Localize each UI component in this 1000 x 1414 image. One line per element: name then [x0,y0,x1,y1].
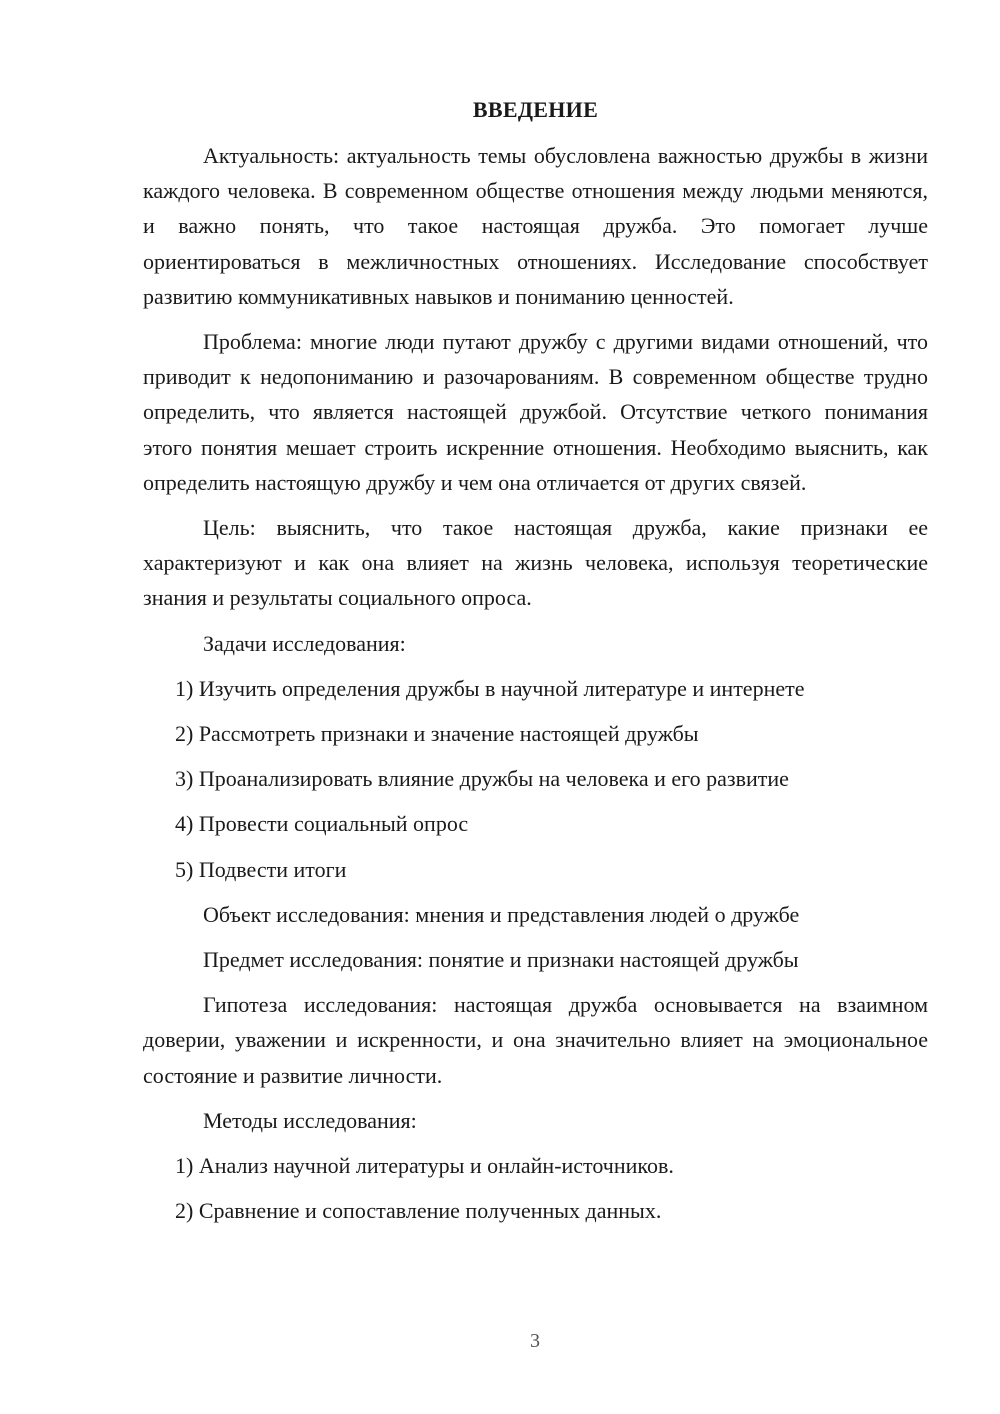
research-subject: Предмет исследования: понятие и признаки настоящей дружбы [203,947,799,973]
goal-paragraph: Цель: выяснить, что такое настоящая дружба, какие признаки ее характеризуют и как она влияет на жизнь человека, используя теоретические знания и результаты социального опроса. [143,515,928,611]
relevance-paragraph: Актуальность: актуальность темы обусловлена важностью дружбы в жизни каждого человека. В современном обществе отношения между людьми меняются, и важно понять, что такое настоящая дружба. Это помогает лучше ориентироваться в межличностных отношениях. Исследование способствует развитию коммуникативных навыков и пониманию ценностей. [143,143,928,309]
task-item: 1) Изучить определения дружбы в научной литературе и интернете [175,675,805,701]
research-object: Объект исследования: мнения и представления людей о дружбе [203,901,800,927]
method-item: 1) Анализ научной литературы и онлайн-источников. [175,1153,674,1179]
page-number: 3 [530,1330,540,1352]
task-item: 3) Проанализировать влияние дружбы на человека и его развитие [175,766,789,792]
tasks-title: Задачи исследования: [203,630,406,656]
document-page [143,92,928,1238]
task-item: 2) Рассмотреть признаки и значение настоящей дружбы [175,721,699,747]
hypothesis-paragraph: Гипотеза исследования: настоящая дружба основывается на взаимном доверии, уважении и искренности, и она значительно влияет на эмоциональное состояние и развитие личности. [143,992,928,1088]
methods-title: Методы исследования: [203,1107,417,1133]
task-item: 4) Провести социальный опрос [175,811,469,837]
problem-paragraph: Проблема: многие люди путают дружбу с другими видами отношений, что приводит к недопониманию и разочарованиям. В современном обществе трудно определить, что является настоящей дружбой. Отсутствие четкого понимания этого понятия мешает строить искренние отношения. Необходимо выяснить, как определить настоящую дружбу и чем она отличается от других связей. [143,329,928,495]
task-item: 5) Подвести итоги [175,856,347,882]
section-heading: ВВЕДЕНИЕ [472,97,599,122]
method-item: 2) Сравнение и сопоставление полученных данных. [175,1198,662,1224]
